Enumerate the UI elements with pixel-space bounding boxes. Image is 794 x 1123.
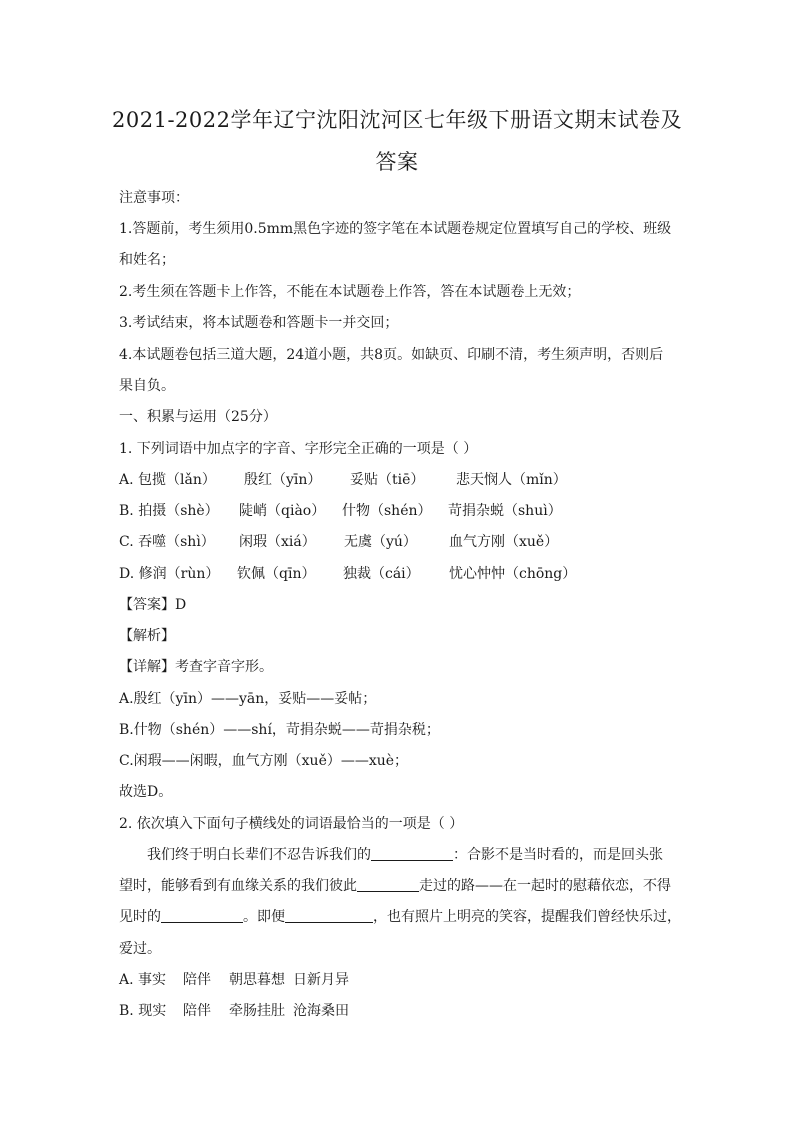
fill-blank-2 <box>357 877 419 892</box>
notice-item-1-continued: 和姓名； <box>119 252 175 268</box>
question-2-passage-line-2 <box>119 875 671 895</box>
option-a-word-3: 妥贴（tiē） <box>350 472 425 488</box>
passage-text: ：合影不是当时看的，而是回头张 <box>453 847 663 863</box>
option-b-word-4: 苛捐杂蜕（shuì） <box>448 503 562 519</box>
option-c-word-3: 无虞（yú） <box>344 534 417 550</box>
question-1-conclusion: 故选D。 <box>119 784 173 800</box>
notice-item-2: 2.考生须在答题卡上作答，不能在本试题卷上作答，答在本试题卷上无效； <box>119 284 581 300</box>
option-d-word-4: 忧心忡忡（chōng） <box>449 566 577 582</box>
question-2-passage-line-1 <box>147 844 663 864</box>
option-b-choice-1: B. 现实 <box>119 1003 167 1019</box>
option-a-choice-1: A. 事实 <box>119 972 167 988</box>
question-1-option-a <box>119 469 567 489</box>
option-d-word-3: 独裁（cái） <box>343 566 420 582</box>
notice-item-4: 4.本试题卷包括三道大题，24道小题，共8页。如缺页、印刷不清，考生须声明，否则后 <box>119 347 664 363</box>
question-1-stem: 1. 下列词语中加点字的字音、字形完全正确的一项是（ ） <box>119 441 478 457</box>
fill-blank-4 <box>285 908 373 923</box>
notice-item-3: 3.考试结束，将本试题卷和答题卡一并交回； <box>119 315 399 331</box>
question-2-passage-line-3 <box>119 906 681 926</box>
option-a-word-4: 悲天悯人（mǐn） <box>456 472 567 488</box>
notice-heading: 注意事项： <box>119 190 189 206</box>
question-1-explanation-b: B.什物（shén）——shí，苛捐杂蜕——苛捐杂税； <box>119 722 440 738</box>
question-1-option-b <box>119 500 562 520</box>
notice-item-1: 1.答题前，考生须用0.5mm黑色字迹的签字笔在本试题卷规定位置填写自己的学校、班级 <box>119 221 672 237</box>
option-b-choice-3: 牵肠挂肚 <box>229 1003 285 1019</box>
question-1-detail: 【详解】考查字音字形。 <box>119 659 273 675</box>
question-2-passage-line-4: 爱过。 <box>119 941 161 957</box>
question-2-stem: 2. 依次填入下面句子横线处的词语最恰当的一项是（ ） <box>119 816 464 832</box>
document-title-line-1: 2021-2022学年辽宁沈阳沈河区七年级下册语文期末试卷及 <box>112 108 682 132</box>
option-a-choice-4: 日新月异 <box>293 972 349 988</box>
document-title-line-2: 答案 <box>375 150 419 174</box>
fill-blank-1 <box>371 846 453 861</box>
question-2-option-b <box>119 1000 349 1020</box>
question-2-option-a <box>119 969 349 989</box>
option-b-word-3: 什物（shén） <box>342 503 432 519</box>
question-1-explanation-c: C.闲瑕——闲暇，血气方刚（xuě）——xuè； <box>119 753 409 769</box>
question-1-explanation-a: A.殷红（yīn）——yān，妥贴——妥帖； <box>119 691 377 707</box>
passage-text: 。即便 <box>243 909 285 925</box>
option-c-word-2: 闲瑕（xiá） <box>239 534 316 550</box>
notice-item-4-continued: 果自负。 <box>119 378 175 394</box>
passage-text: 见时的 <box>119 909 161 925</box>
option-a-word-1: A. 包揽（lǎn） <box>119 472 216 488</box>
fill-blank-3 <box>161 908 243 923</box>
passage-text: 望时，能够看到有血缘关系的我们彼此 <box>119 878 357 894</box>
option-c-word-1: C. 吞噬（shì） <box>119 534 215 550</box>
question-1-analysis-tag: 【解析】 <box>119 628 175 644</box>
section-heading: 一、积累与运用（25分） <box>119 409 277 425</box>
question-1-answer: 【答案】D <box>119 597 187 613</box>
option-c-word-4: 血气方刚（xuě） <box>449 534 559 550</box>
option-b-word-2: 陡峭（qiào） <box>239 503 326 519</box>
option-a-word-2: 殷红（yīn） <box>244 472 322 488</box>
passage-text: 走过的路——在一起时的慰藉依恋，不得 <box>419 878 671 894</box>
option-a-choice-3: 朝思暮想 <box>229 972 285 988</box>
passage-text: ，也有照片上明亮的笑容，提醒我们曾经快乐过， <box>373 909 681 925</box>
option-b-word-1: B. 拍摄（shè） <box>119 503 219 519</box>
passage-text: 我们终于明白长辈们不忍告诉我们的 <box>147 847 371 863</box>
option-a-choice-2: 陪伴 <box>183 972 211 988</box>
option-b-choice-2: 陪伴 <box>183 1003 211 1019</box>
question-1-option-c <box>119 531 558 551</box>
option-d-word-2: 钦佩（qīn） <box>237 566 316 582</box>
option-d-word-1: D. 修润（rùn） <box>119 566 220 582</box>
question-1-option-d <box>119 563 576 583</box>
option-b-choice-4: 沧海桑田 <box>293 1003 349 1019</box>
